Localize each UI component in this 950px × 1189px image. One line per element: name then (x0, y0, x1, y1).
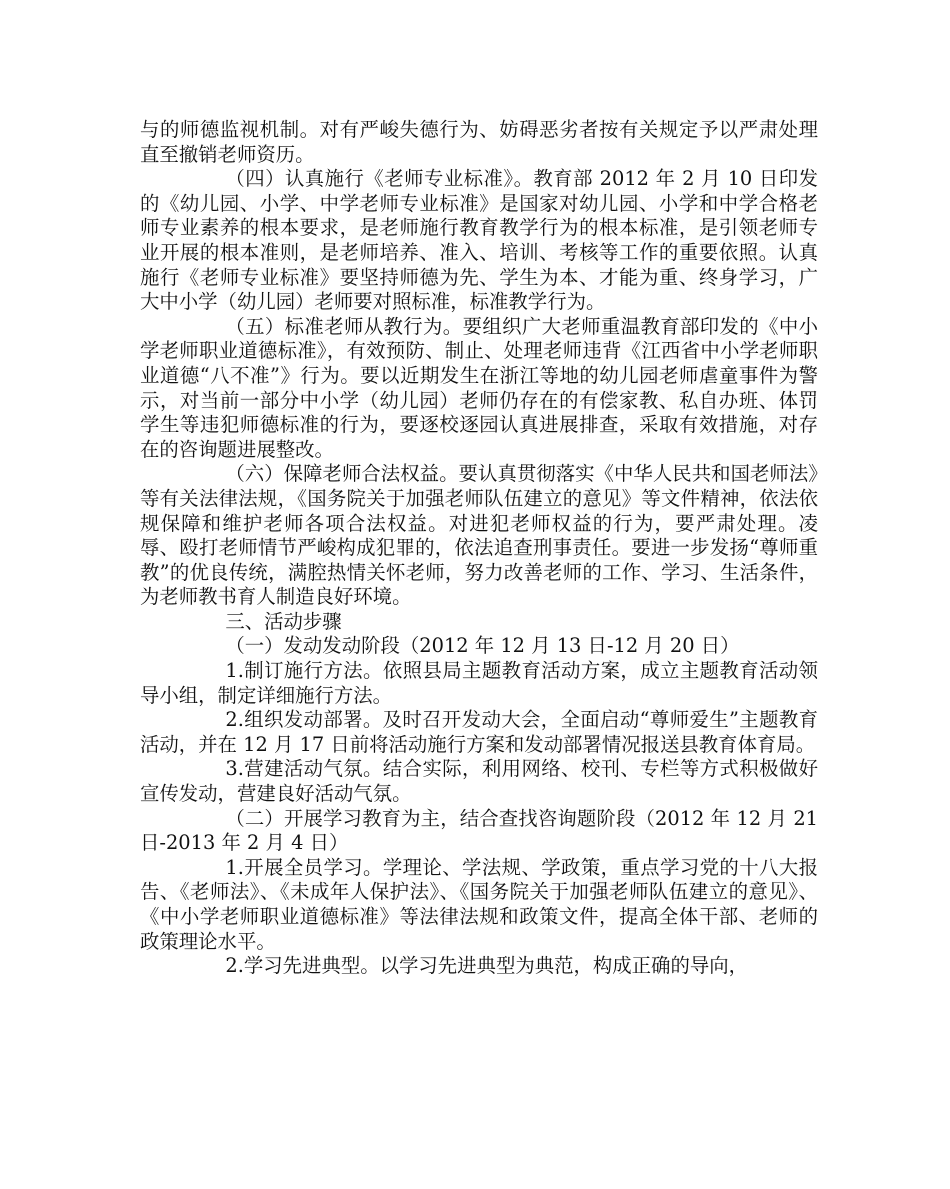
paragraph-section-4: （四）认真施行《老师专业标准》。教育部 2012 年 2 月 10 日印发的《幼儿园、小学、中学老师专业标准》是国家对幼儿园、小学和中学合格老师专业素养的根本要求，是老师施行教育教学行为的根本标准，是引领老师专业开展的根本准则，是老师培养、准入、培训、考核等工作的重要依照。认真施行《老师专业标准》要坚持师德为先、学生为本、才能为重、终身学习，广大中小学（幼儿园）老师要对照标准，标准教学行为。 (140, 167, 818, 314)
paragraph-section-6: （六）保障老师合法权益。要认真贯彻落实《中华人民共和国老师法》等有关法律法规，《国务院关于加强老师队伍建立的意见》等文件精神，依法依规保障和维护老师各项合法权益。对进犯老师权益的行为，要严肃处理。凌辱、殴打老师情节严峻构成犯罪的，依法追查刑事责任。要进一步发扬“尊师重教”的优良传统，满腔热情关怀老师，努力改善老师的工作、学习、生活条件，为老师教书育人制造良好环境。 (140, 462, 818, 609)
heading-activity-steps: 三、活动步骤 (225, 609, 342, 633)
paragraph-continuation: 与的师德监视机制。对有严峻失德行为、妨碍恶劣者按有关规定予以严肃处理直至撤销老师资历。 (140, 118, 818, 166)
heading-phase-2: （二）开展学习教育为主，结合查找咨询题阶段（2012 年 12 月 21 日-2013 年 2 月 4 日） (140, 806, 818, 855)
heading-phase-1: （一）发动发动阶段（2012 年 12 月 13 日-12 月 20 日） (225, 634, 740, 658)
paragraph-step-2-1: 1.开展全员学习。学理论、学法规、学政策，重点学习党的十八大报告、《老师法》、《未成年人保护法》、《国务院关于加强老师队伍建立的意见》、《中小学老师职业道德标准》等法律法规和政策文件，提高全体干部、老师的政策理论水平。 (140, 855, 818, 953)
paragraph-step-1-2: 2.组织发动部署。及时召开发动大会，全面启动“尊师爱生”主题教育活动，并在 12 月 17 日前将活动施行方案和发动部署情况报送县教育体育局。 (140, 708, 818, 756)
document-page (140, 118, 818, 979)
paragraph-step-1-3: 3.营建活动气氛。结合实际，利用网络、校刊、专栏等方式积极做好宣传发动，营建良好活动气氛。 (140, 757, 818, 806)
paragraph-step-2-2: 2.学习先进典型。以学习先进典型为典范，构成正确的导向， (225, 954, 749, 978)
paragraph-section-5: （五）标准老师从教行为。要组织广大老师重温教育部印发的《中小学老师职业道德标准》，有效预防、制止、处理老师违背《江西省中小学老师职业道德“八不准”》行为。要以近期发生在浙江等地的幼儿园老师虐童事件为警示，对当前一部分中小学（幼儿园）老师仍存在的有偿家教、私自办班、体罚学生等违犯师德标准的行为，要逐校逐园认真进展排查，采取有效措施，对存在的咨询题进展整改。 (140, 314, 818, 461)
paragraph-step-1-1: 1.制订施行方法。依照县局主题教育活动方案，成立主题教育活动领导小组，制定详细施行方法。 (140, 659, 818, 707)
